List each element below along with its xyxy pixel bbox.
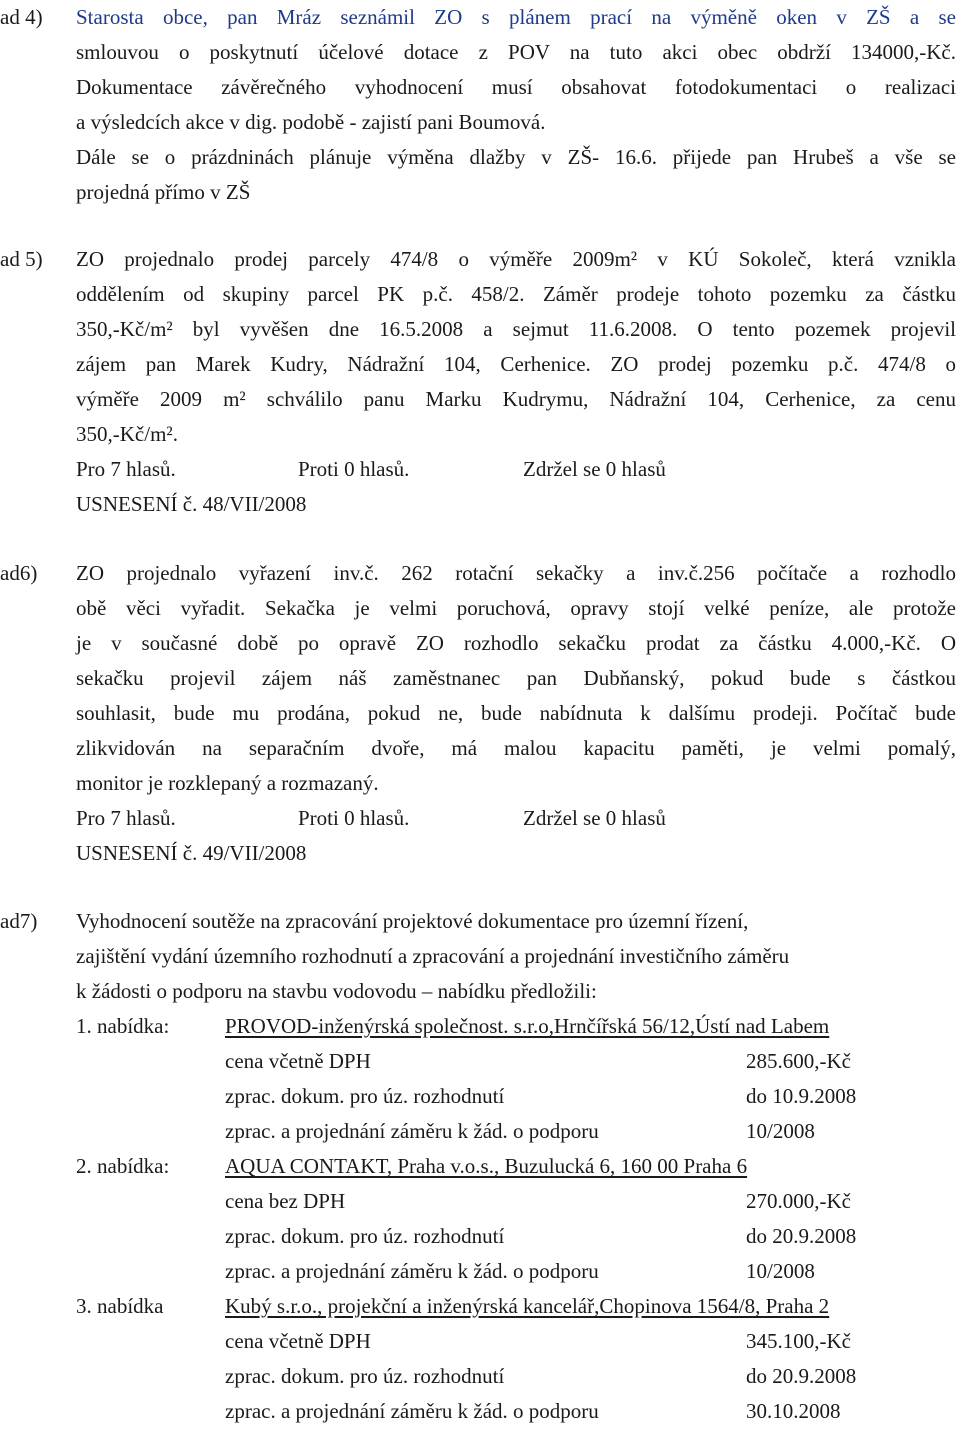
- offer-2: [76, 1149, 956, 1184]
- section-body: [76, 242, 956, 522]
- vote-for: Pro 7 hlasů.: [76, 806, 176, 830]
- section-label: ad 4): [0, 5, 43, 29]
- vote-result: [76, 801, 956, 836]
- offer-3: [76, 1289, 956, 1324]
- offer-1: [76, 1009, 956, 1044]
- detail-label: zprac. a projednání záměru k žád. o podporu: [225, 1119, 599, 1143]
- detail-label: cena včetně DPH: [225, 1049, 371, 1073]
- paragraph-line: a výsledcích akce v dig. podobě - zajistí pani Boumová.: [76, 110, 546, 134]
- paragraph-line: souhlasit, bude mu prodána, pokud ne, bude nabídnuta k dalšímu prodeji. Počítač bude: [76, 701, 956, 725]
- vote-abstain: Zdržel se 0 hlasů: [523, 457, 666, 481]
- offer-number: 2. nabídka:: [76, 1154, 170, 1178]
- offer-firm: Kubý s.r.o., projekční a inženýrská kancelář,Chopinova 1564/8, Praha 2: [225, 1294, 830, 1318]
- paragraph-line: Vyhodnocení soutěže na zpracování projektové dokumentace pro územní řízení,: [76, 909, 749, 933]
- section-body: [76, 556, 956, 871]
- paragraph-line: je v současné době po opravě ZO rozhodlo sekačku prodat za částku 4.000,-Kč. O: [76, 631, 956, 655]
- section-label: ad7): [0, 909, 38, 933]
- offer-detail-row: [76, 1324, 956, 1359]
- vote-abstain: Zdržel se 0 hlasů: [523, 806, 666, 830]
- detail-value: 30.10.2008: [746, 1399, 841, 1423]
- offer-firm: PROVOD-inženýrská společnost. s.r.o,Hrnčířská 56/12,Ústí nad Labem: [225, 1014, 830, 1038]
- detail-value: 10/2008: [746, 1119, 815, 1143]
- vote-against: Proti 0 hlasů.: [298, 457, 410, 481]
- paragraph-line: Starosta obce, pan Mráz seznámil ZO s plánem prací na výměně oken v ZŠ a se: [76, 5, 956, 29]
- detail-label: zprac. dokum. pro úz. rozhodnutí: [225, 1084, 505, 1108]
- offer-number: 1. nabídka:: [76, 1014, 170, 1038]
- paragraph-line: 350,-Kč/m² byl vyvěšen dne 16.5.2008 a sejmut 11.6.2008. O tento pozemek projevil: [76, 317, 956, 341]
- paragraph-line: 350,-Kč/m².: [76, 422, 178, 446]
- vote-for: Pro 7 hlasů.: [76, 457, 176, 481]
- section-label: ad6): [0, 561, 38, 585]
- offer-detail-row: [76, 1359, 956, 1394]
- detail-label: zprac. dokum. pro úz. rozhodnutí: [225, 1364, 505, 1388]
- offer-detail-row: [76, 1184, 956, 1219]
- offer-detail-row: [76, 1219, 956, 1254]
- paragraph-line: monitor je rozklepaný a rozmazaný.: [76, 771, 379, 795]
- paragraph-line: obě věci vyřadit. Sekačka je velmi poruchová, opravy stojí velké peníze, ale protože: [76, 596, 956, 620]
- paragraph-line: sekačku projevil zájem náš zaměstnanec pan Dubňanský, pokud bude s částkou: [76, 666, 956, 690]
- paragraph-line: zájem pan Marek Kudry, Nádražní 104, Cerhenice. ZO prodej pozemku p.č. 474/8 o: [76, 352, 956, 376]
- paragraph-line: ZO projednalo prodej parcely 474/8 o výměře 2009m² v KÚ Sokoleč, která vznikla: [76, 247, 956, 271]
- paragraph-line: k žádosti o podporu na stavbu vodovodu – nabídku předložili:: [76, 979, 597, 1003]
- detail-value: do 10.9.2008: [746, 1084, 857, 1108]
- detail-label: zprac. dokum. pro úz. rozhodnutí: [225, 1224, 505, 1248]
- resolution-number: USNESENÍ č. 49/VII/2008: [76, 841, 307, 865]
- detail-label: zprac. a projednání záměru k žád. o podporu: [225, 1399, 599, 1423]
- paragraph-line: oddělením od skupiny parcel PK p.č. 458/2. Záměr prodeje tohoto pozemku za částku: [76, 282, 956, 306]
- offer-detail-row: [76, 1079, 956, 1114]
- section-body: [76, 904, 956, 1429]
- resolution-number: USNESENÍ č. 48/VII/2008: [76, 492, 307, 516]
- paragraph-line: zlikvidován na separačním dvoře, má malou kapacitu paměti, je velmi pomalý,: [76, 736, 956, 760]
- offer-detail-row: [76, 1394, 956, 1429]
- offer-number: 3. nabídka: [76, 1294, 164, 1318]
- detail-value: do 20.9.2008: [746, 1364, 857, 1388]
- offer-detail-row: [76, 1114, 956, 1149]
- detail-label: cena včetně DPH: [225, 1329, 371, 1353]
- vote-result: [76, 452, 956, 487]
- offer-detail-row: [76, 1044, 956, 1079]
- section-body: [76, 0, 956, 210]
- detail-value: 345.100,-Kč: [746, 1329, 851, 1353]
- offer-detail-row: [76, 1254, 956, 1289]
- detail-label: zprac. a projednání záměru k žád. o podporu: [225, 1259, 599, 1283]
- detail-label: cena bez DPH: [225, 1189, 346, 1213]
- detail-value: 285.600,-Kč: [746, 1049, 851, 1073]
- paragraph-line: Dokumentace závěrečného vyhodnocení musí obsahovat fotodokumentaci o realizaci: [76, 75, 956, 99]
- vote-against: Proti 0 hlasů.: [298, 806, 410, 830]
- paragraph-line: ZO projednalo vyřazení inv.č. 262 rotační sekačky a inv.č.256 počítače a rozhodlo: [76, 561, 956, 585]
- paragraph-line: smlouvou o poskytnutí účelové dotace z POV na tuto akci obec obdrží 134000,-Kč.: [76, 40, 956, 64]
- section-label: ad 5): [0, 247, 43, 271]
- paragraph-line: Dále se o prázdninách plánuje výměna dlažby v ZŠ- 16.6. přijede pan Hrubeš a vše se: [76, 145, 956, 169]
- paragraph-line: výměře 2009 m² schválilo panu Marku Kudrymu, Nádražní 104, Cerhenice, za cenu: [76, 387, 956, 411]
- detail-value: do 20.9.2008: [746, 1224, 857, 1248]
- paragraph-line: zajištění vydání územního rozhodnutí a zpracování a projednání investičního záměru: [76, 944, 790, 968]
- detail-value: 270.000,-Kč: [746, 1189, 851, 1213]
- paragraph-line: projedná přímo v ZŠ: [76, 180, 251, 204]
- detail-value: 10/2008: [746, 1259, 815, 1283]
- offer-firm: AQUA CONTAKT, Praha v.o.s., Buzulucká 6, 160 00 Praha 6: [225, 1154, 748, 1178]
